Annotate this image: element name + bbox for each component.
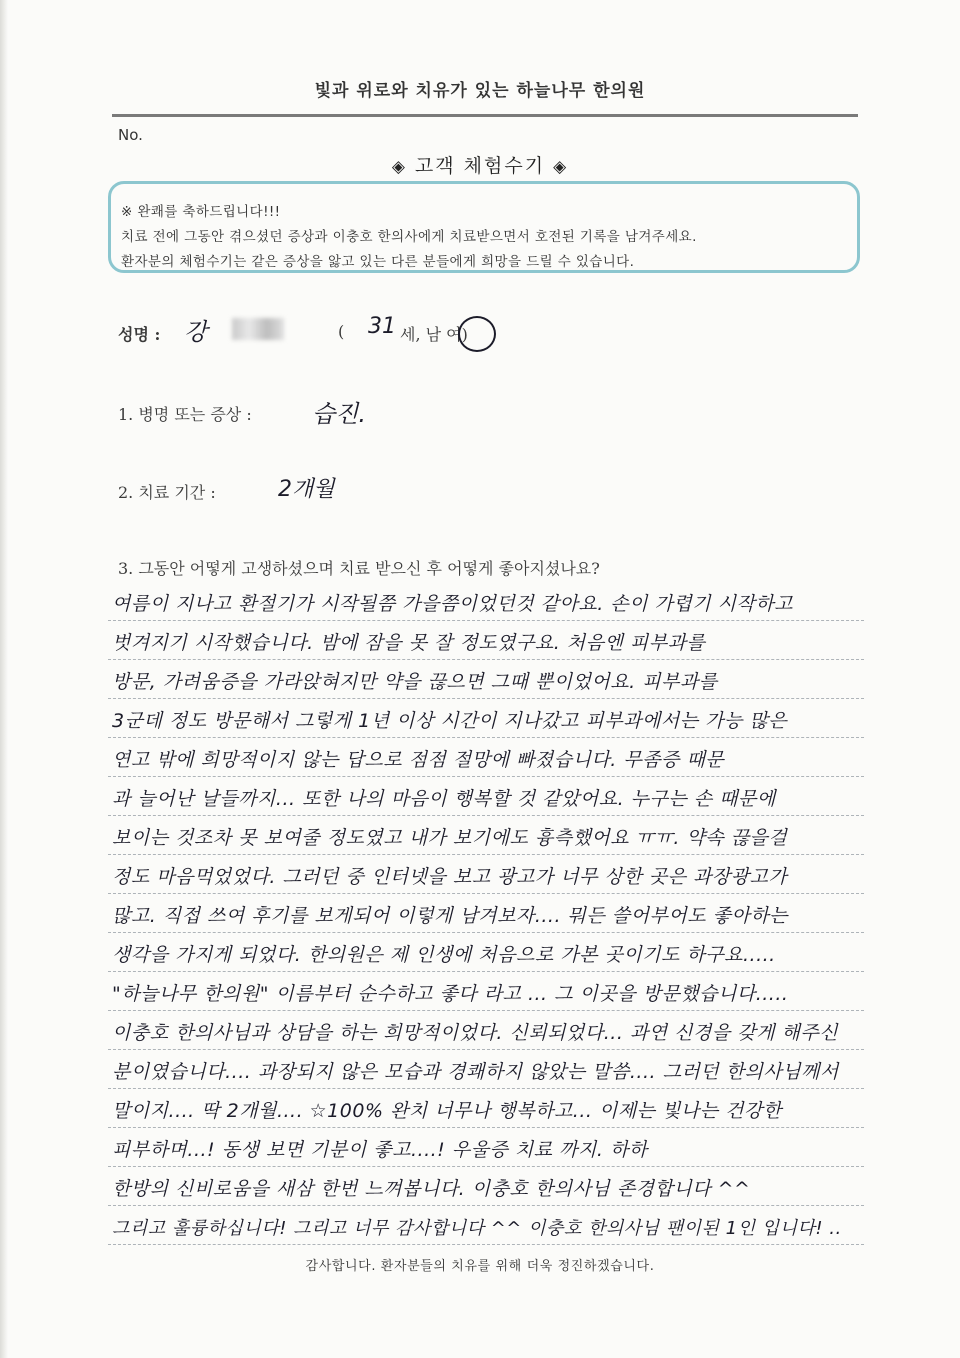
testimonial-line-text: 여름이 지나고 환절기가 시작될쯤 가을쯤이었던것 같아요. 손이 가렵기 시작하고 (112, 593, 794, 615)
testimonial-line (108, 933, 864, 972)
notice-line-hope: 환자분의 체험수기는 같은 증상을 앓고 있는 다른 분들에게 희망을 드릴 수 있습니다. (121, 254, 635, 270)
q3-label: 3. 그동안 어떻게 고생하셨으며 치료 받으신 후 어떻게 좋아지셨나요? (118, 559, 600, 578)
name-redaction (232, 318, 284, 340)
testimonial-line-text: 정도 마음먹었었다. 그러던 중 인터넷을 보고 광고가 너무 상한 곳은 과장광고가 (112, 866, 788, 888)
form-title-text: 고객 체험수기 (414, 155, 546, 177)
testimonial-line-text: 방문, 가려움증을 가라앉혀지만 약을 끊으면 그때 뿐이었어요. 피부과를 (112, 671, 718, 693)
testimonial-line-text: 3군데 정도 방문해서 그렇게 1년 이상 시간이 지나갔고 피부과에서는 가능 많은 (112, 710, 788, 732)
testimonial-line (108, 660, 864, 699)
testimonial-line (108, 1011, 864, 1050)
header-divider (112, 114, 858, 117)
testimonial-line (108, 738, 864, 777)
testimonial-line-text: 과 늘어난 날들까지... 또한 나의 마음이 행복할 것 같았어요. 누구는 손 때문에 (112, 788, 776, 810)
testimonial-line-text: 이충호 한의사님과 상담을 하는 희망적이었다. 신뢰되었다... 과연 신경을 갖게 해주신 (112, 1022, 839, 1044)
testimonial-line-text: "하늘나무 한의원" 이름부터 순수하고 좋다 라고 ... 그 이곳을 방문했습니다..... (112, 983, 789, 1005)
age-open-paren: ( (338, 322, 345, 341)
clinic-title: 빛과 위로와 치유가 있는 하늘나무 한의원 (314, 81, 646, 101)
name-label: 성명 : (118, 325, 161, 344)
testimonial-line (108, 894, 864, 933)
testimonial-line (108, 1089, 864, 1128)
testimonial-line (108, 621, 864, 660)
age-value: 31 (368, 314, 396, 339)
testimonial-line-text: 그리고 훌륭하십니다! 그리고 너무 감사합니다 ^^ 이충호 한의사님 팬이된 1인 입니다! .. (112, 1218, 842, 1239)
testimonial-line (108, 699, 864, 738)
notice-line-congrats: ※ 완쾌를 축하드립니다!!! (121, 204, 281, 220)
female-selected-circle (458, 316, 496, 352)
form-number-label: No. (118, 126, 143, 144)
testimonial-line (108, 582, 864, 621)
testimonial-line (108, 816, 864, 855)
testimonial-line-text: 보이는 것조차 못 보여줄 정도였고 내가 보기에도 흉측했어요 ㅠㅠ. 약속 끊을걸 (112, 827, 788, 849)
testimonial-text-area (108, 582, 864, 1245)
notice-box (108, 181, 860, 273)
testimonial-line (108, 1167, 864, 1206)
testimonial-line-text: 많고. 직접 쓰여 후기를 보게되어 이렇게 남겨보자.... 뭐든 쓸어부어도 좋아하는 (112, 905, 789, 927)
footer-thanks-note: 감사합니다. 환자분들의 치유를 위해 더욱 정진하겠습니다. (305, 1259, 655, 1274)
testimonial-line (108, 777, 864, 816)
testimonial-line (108, 972, 864, 1011)
testimonial-line (108, 1206, 864, 1245)
form-title (0, 151, 960, 178)
diamond-left-icon: ◈ (391, 157, 407, 177)
testimonial-line-text: 한방의 신비로움을 새삼 한번 느껴봅니다. 이충호 한의사님 존경합니다 ^^ (112, 1178, 751, 1200)
testimonial-line-text: 피부하며...! 동생 보면 기분이 좋고....! 우울증 치료 까지. 하하 (112, 1139, 648, 1161)
q1-answer: 습진. (312, 400, 366, 428)
q1-label: 1. 병명 또는 증상 : (118, 405, 252, 424)
q2-answer: 2개월 (278, 477, 335, 502)
testimonial-line-text: 말이지.... 딱 2개월.... ☆100% 완치 너무나 행복하고... 이제는 빛나는 건강한 (112, 1100, 782, 1122)
name-value: 강 (184, 318, 208, 346)
testimonial-line (108, 1050, 864, 1089)
testimonial-line-text: 연고 밖에 희망적이지 않는 답으로 점점 절망에 빠졌습니다. 무좀증 때문 (112, 749, 725, 771)
testimonial-line (108, 1128, 864, 1167)
testimonial-line-text: 벗겨지기 시작했습니다. 밤에 잠을 못 잘 정도였구요. 처음엔 피부과를 (112, 632, 706, 654)
diamond-right-icon: ◈ (553, 157, 569, 177)
testimonial-line-text: 생각을 가지게 되었다. 한의원은 제 인생에 처음으로 가본 곳이기도 하구요..... (112, 944, 776, 966)
testimonial-line (108, 855, 864, 894)
page-edge-shadow (0, 0, 8, 1358)
testimonial-line-text: 분이였습니다.... 과장되지 않은 모습과 경쾌하지 않았는 말씀.... 그러던 한의사님께서 (112, 1061, 839, 1083)
notice-line-instructions: 치료 전에 그동안 겪으셨던 증상과 이충호 한의사에게 치료받으면서 호전된 기록을 남겨주세요. (121, 229, 697, 245)
age-gender-label: 세, 남 여) (400, 325, 468, 344)
q2-label: 2. 치료 기간 : (118, 483, 216, 502)
